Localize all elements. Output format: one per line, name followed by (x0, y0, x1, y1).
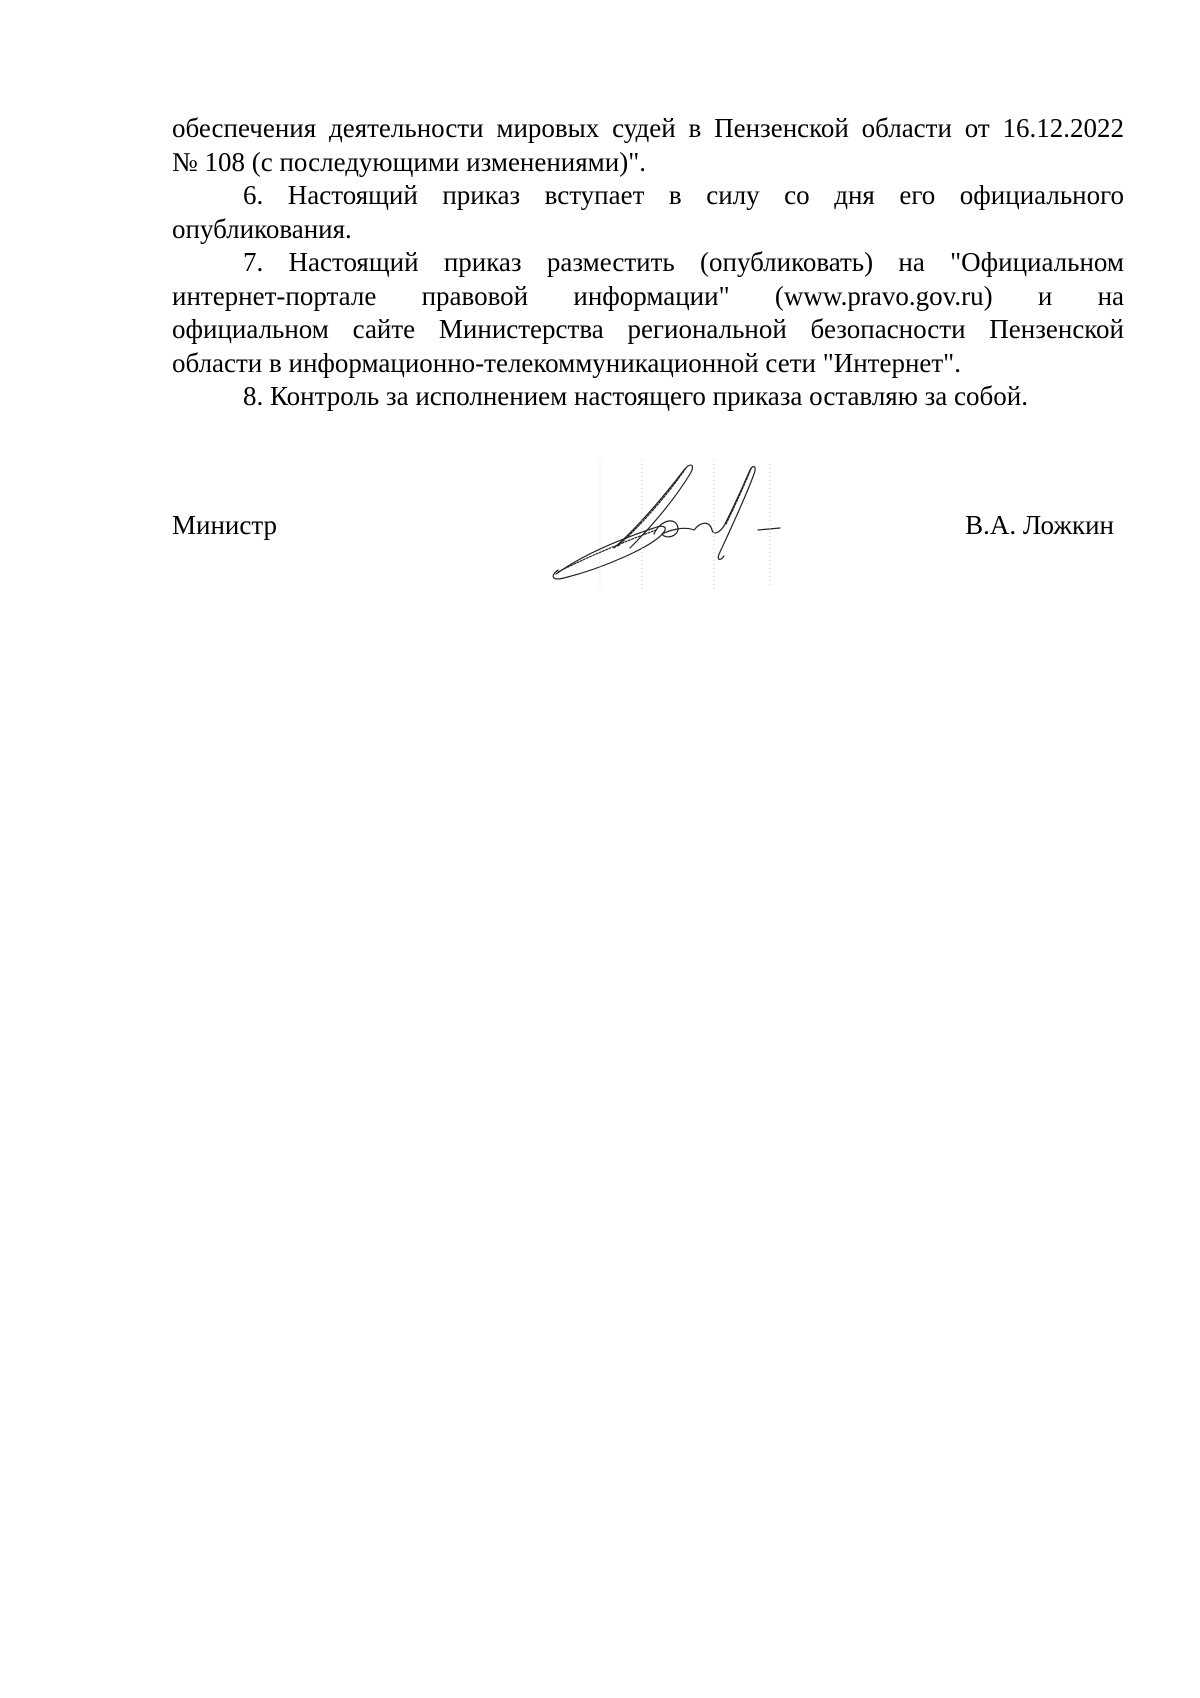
text-line: 8. Контроль за исполнением настоящего приказа оставляю за собой. (243, 381, 1028, 411)
paragraph-continuation (172, 112, 1124, 179)
text-line: 6. Настоящий приказ вступает в силу со дня его официального (243, 180, 1124, 210)
text-line: опубликования. (172, 213, 352, 244)
text-line: интернет-портале правовой информации" (www.pravo.gov.ru) и на (172, 280, 1124, 311)
paragraph-item-6 (172, 179, 1124, 246)
signature-block (172, 500, 1124, 600)
paragraph-item-7 (172, 246, 1124, 380)
text-line: официальном сайте Министерства региональной безопасности Пензенской (172, 314, 1124, 344)
text-line: обеспечения деятельности мировых судей в Пензенской области от 16.12.2022 (172, 113, 1124, 143)
document-body (172, 112, 1124, 414)
signatory-title: Министр (172, 510, 277, 540)
handwritten-signature (544, 456, 799, 596)
paragraph-item-8 (172, 380, 1124, 414)
text-line: № 108 (с последующими изменениями)". (172, 146, 646, 177)
text-line: 7. Настоящий приказ разместить (опубликовать) на "Официальном (243, 247, 1124, 277)
text-line: области в информационно-телекоммуникационной сети "Интернет". (172, 347, 961, 378)
signatory-name: В.А. Ложкин (965, 510, 1114, 540)
